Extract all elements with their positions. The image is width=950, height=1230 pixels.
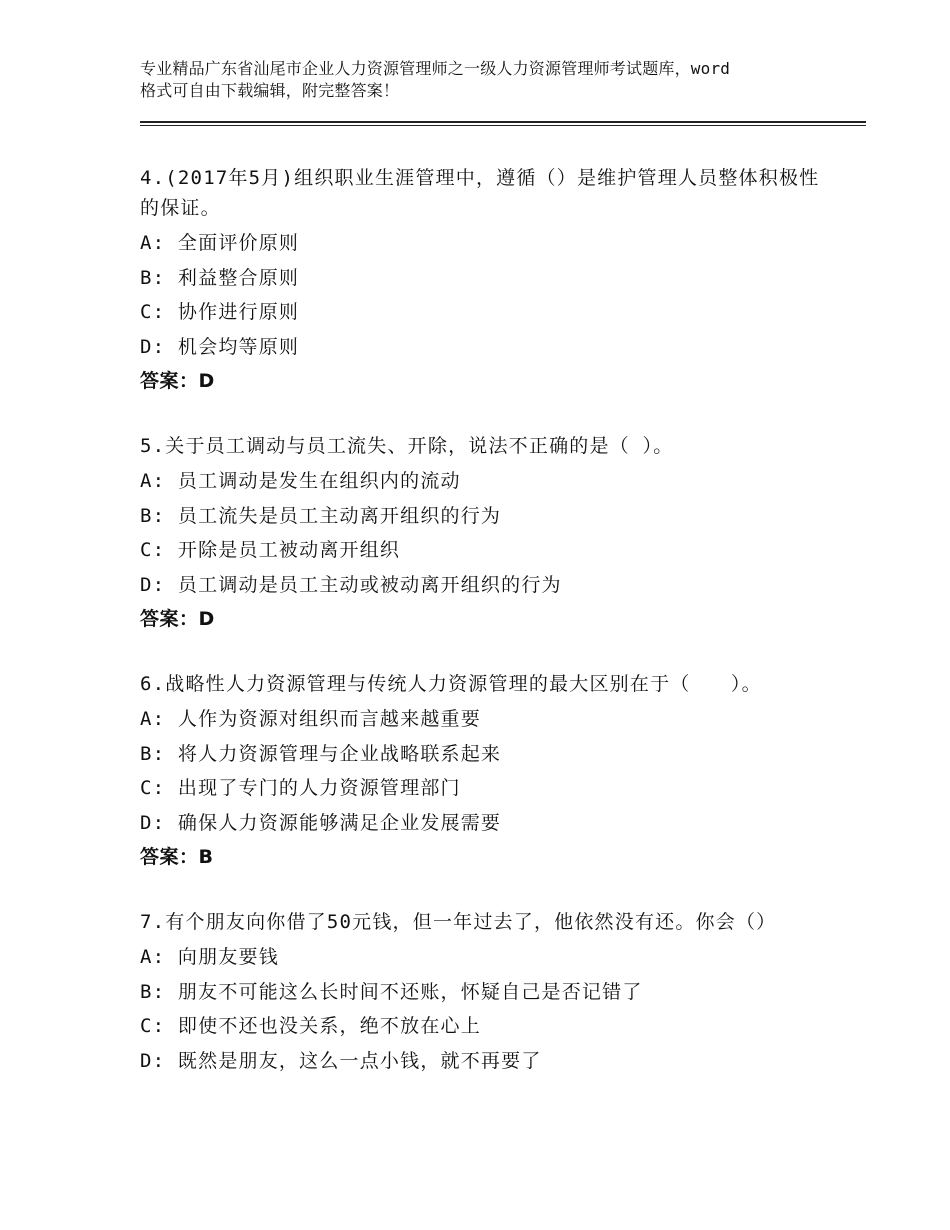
- option-b: B: 利益整合原则: [140, 266, 300, 289]
- option-b: B: 员工流失是员工主动离开组织的行为: [140, 504, 502, 527]
- option-a: A: 全面评价原则: [140, 232, 300, 254]
- option-b: B: 朋友不可能这么长时间不还账，怀疑自己是否记错了: [140, 980, 643, 1003]
- header-divider-thin: [140, 125, 866, 126]
- question-list: [140, 163, 820, 1111]
- header-line-1: 专业精品广东省汕尾市企业人力资源管理师之一级人力资源管理师考试题库，word: [140, 59, 731, 78]
- question-stem: 7.有个朋友向你借了50元钱，但一年过去了，他依然没有还。你会（）: [140, 911, 777, 933]
- answer-label: 答案：D: [140, 370, 215, 392]
- option-a: A: 人作为资源对组织而言越来越重要: [140, 708, 481, 730]
- question-stem: 5.关于员工调动与员工流失、开除，说法不正确的是（ ）。: [140, 435, 674, 457]
- answer-label: 答案：B: [140, 846, 214, 868]
- option-d: D: 既然是朋友，这么一点小钱，就不再要了: [140, 1049, 542, 1072]
- option-c: C: 即使不还也没关系，绝不放在心上: [140, 1015, 481, 1037]
- option-c: C: 出现了专门的人力资源管理部门: [140, 777, 461, 799]
- question-4: [140, 163, 820, 398]
- option-d: D: 确保人力资源能够满足企业发展需要: [140, 811, 502, 834]
- question-7: [140, 907, 820, 1078]
- option-b: B: 将人力资源管理与企业战略联系起来: [140, 742, 502, 765]
- option-a: A: 员工调动是发生在组织内的流动: [140, 470, 461, 492]
- option-a: A: 向朋友要钱: [140, 946, 279, 968]
- question-5: [140, 431, 820, 636]
- header-line-2: 格式可自由下载编辑，附完整答案！: [140, 81, 400, 100]
- answer-label: 答案：D: [140, 608, 215, 630]
- option-d: D: 机会均等原则: [140, 335, 300, 358]
- document-header: [140, 58, 840, 102]
- header-divider: [140, 121, 866, 123]
- option-d: D: 员工调动是员工主动或被动离开组织的行为: [140, 573, 562, 596]
- question-stem: 6.战略性人力资源管理与传统人力资源管理的最大区别在于（ ）。: [140, 673, 762, 695]
- option-c: C: 开除是员工被动离开组织: [140, 539, 401, 561]
- question-stem: 4.(2017年5月)组织职业生涯管理中，遵循（）是维护管理人员整体积极性的保证。: [140, 167, 820, 219]
- question-6: [140, 669, 820, 874]
- option-c: C: 协作进行原则: [140, 301, 300, 323]
